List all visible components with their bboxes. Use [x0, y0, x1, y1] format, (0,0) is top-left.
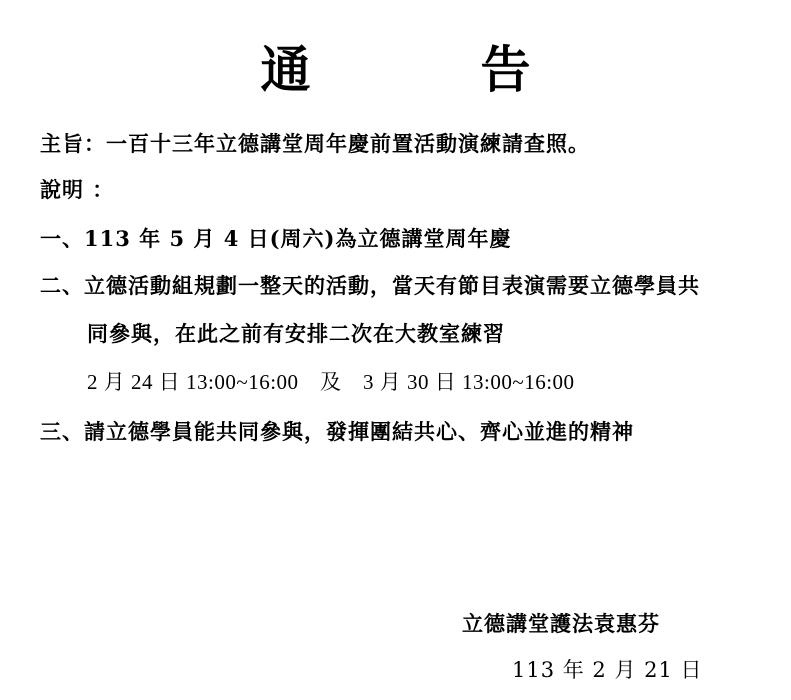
item-two-dates: 2 月 24 日 13:00~16:00 及 3 月 30 日 13:00~16:00 [87, 370, 575, 394]
notice-date: 113 年 2 月 21 日 [512, 658, 703, 682]
item-three: 三、請立德學員能共同參與，發揮團結共心、齊心並進的精神 [40, 419, 634, 444]
item-one: 一、113 年 5 月 4 日(周六)為立德講堂周年慶 [40, 226, 512, 251]
item-two: 二、立德活動組規劃一整天的活動，當天有節目表演需要立德學員共 [40, 273, 700, 298]
notice-title: 通 告 [260, 40, 591, 99]
item-two-continuation: 同參與，在此之前有安排二次在大教室練習 [87, 321, 505, 346]
subject-line: 主旨：一百十三年立德講堂周年慶前置活動演練請查照。 [40, 131, 590, 156]
signer-name: 立德講堂護法袁惠芬 [462, 611, 660, 636]
explanation-label: 說明 ： [40, 177, 115, 202]
